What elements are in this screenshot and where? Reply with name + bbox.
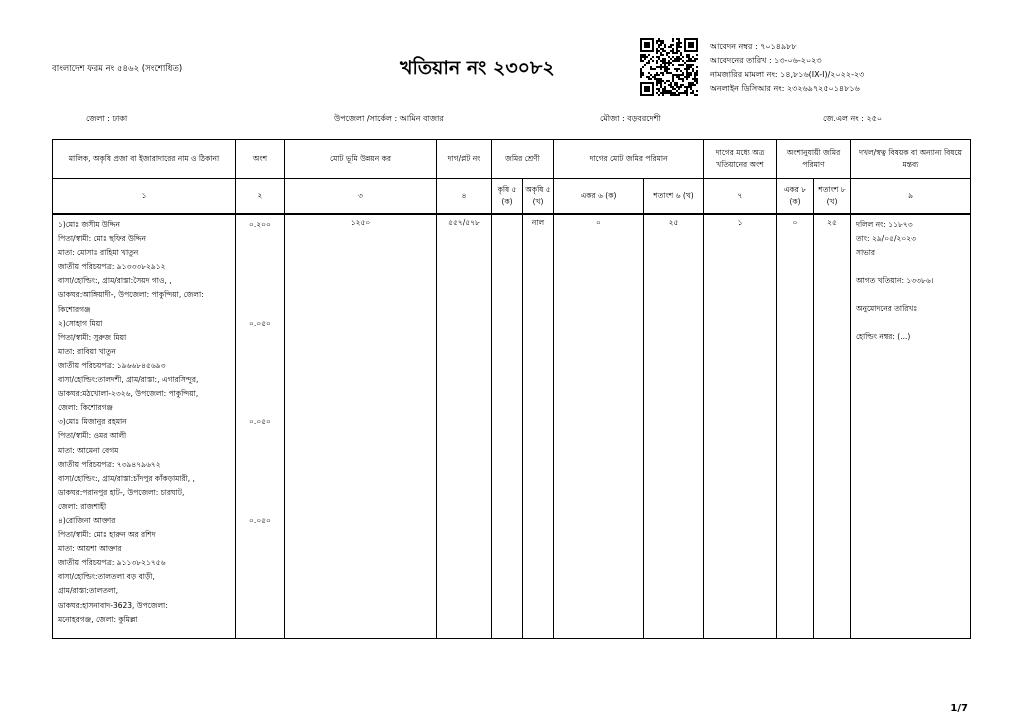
col-num-6a: একর ৬ (ক) bbox=[554, 179, 644, 215]
owner-entry bbox=[58, 415, 233, 514]
col-num-2: ২ bbox=[236, 179, 285, 215]
owner-line: জাতীয় পরিচয়পত্র: ৭৩৯৪৭৯৬৭২ bbox=[58, 459, 161, 469]
owner-line: পিতা/স্বামী: মোঃ হারুন অর রশিদ bbox=[58, 530, 156, 540]
owner-line: বাসা/হোল্ডিং:তালতলা বড় বাড়ী, bbox=[58, 572, 155, 582]
portion-cell: ১ bbox=[704, 214, 777, 639]
page-number: 1/7 bbox=[950, 703, 968, 714]
owners-list bbox=[58, 218, 233, 627]
remarks-list bbox=[856, 218, 968, 344]
owner-line: বাসা/হোল্ডিং:, গ্রাম/রাস্তা:সৈয়দ গাও, , bbox=[58, 276, 172, 286]
owner-line: ৩)মোঃ মিজানুর রহমান bbox=[58, 417, 127, 427]
owner-line: পিতা/স্বামী: সুরুজ মিয়া bbox=[58, 332, 127, 342]
header-dag: দাগ/প্লট নং bbox=[437, 140, 492, 179]
col-num-5a: কৃষি ৫ (ক) bbox=[492, 179, 523, 215]
owner-line: কিশোরগঞ্জ bbox=[58, 304, 91, 314]
owner-entry bbox=[58, 514, 233, 627]
col-num-8b: শতাংশ ৮ (খ) bbox=[814, 179, 851, 215]
mouza: মৌজা : বড়বরদেশী bbox=[600, 114, 661, 123]
col-num-5b: অকৃষি ৫ (খ) bbox=[523, 179, 554, 215]
share-acre-cell: ০ bbox=[777, 214, 814, 639]
col-num-9: ৯ bbox=[851, 179, 971, 215]
remark-line: অনুমোদনের তারিখঃ bbox=[856, 304, 918, 313]
owner-line: মাতা: আয়শা আক্তার bbox=[58, 544, 122, 554]
header-land-class: জমির শ্রেণী bbox=[492, 140, 554, 179]
remark-line bbox=[856, 288, 968, 302]
owner-share: ০.০৫০ bbox=[249, 417, 271, 427]
remarks-cell bbox=[851, 214, 971, 639]
owner-line: জাতীয় পরিচয়পত্র: ৯১১৩৮২১৭৫৬ bbox=[58, 558, 166, 568]
application-info bbox=[710, 40, 864, 96]
header-remarks: দখল/স্বত্ব বিষয়ক বা অন্যান্য বিষয়ে মন্তব্য bbox=[851, 140, 971, 179]
owner-line: গ্রাম/রাস্তা:তালতলা, bbox=[58, 586, 119, 596]
owner-line: ২)সোহাগ মিয়া bbox=[58, 318, 103, 328]
owner-share: ০.০৫০ bbox=[249, 516, 271, 526]
owner-share: ০.০৫০ bbox=[249, 318, 271, 328]
application-number: আবেদন নম্বর : ৭০১৪৯৮৮ bbox=[710, 42, 797, 51]
column-number-row bbox=[53, 179, 971, 215]
owner-line: জাতীয় পরিচয়পত্র: ১৯৬৬৮৪৫৬৯৩ bbox=[58, 360, 166, 370]
upazila: উপজেলা /সার্কেল : আমিন বাজার bbox=[334, 114, 444, 123]
online-dcr: অনলাইন ডিসিআর নং: ২৩২৬৯৭২৫০১৪৮১৬ bbox=[710, 84, 860, 93]
col-num-8a: একর ৮ (ক) bbox=[777, 179, 814, 215]
header-portion: দাগের মধ্যে অত্র খতিয়ানের অংশ bbox=[704, 140, 777, 179]
mutation-case: নামজারির মামলা নং: ১৪,৮১৬(IX-I)/২০২২-২৩ bbox=[710, 70, 865, 79]
form-number: বাংলাদেশ ফরম নং ৫৪৬২ (সংশোধিত) bbox=[52, 64, 183, 74]
remark-line: সাভার bbox=[856, 248, 876, 257]
qr-code-icon bbox=[640, 38, 698, 96]
owner-line: পিতা/স্বামী: মোঃ ছফির উদ্দিন bbox=[58, 234, 146, 244]
header-share-area: অংশানুযায়ী জমির পরিমাণ bbox=[777, 140, 851, 179]
remark-line: হোল্ডিং নম্বর: (...) bbox=[856, 332, 911, 341]
owner-line: ডাকঘর:আঙ্গিয়াদী-, উপজেলা: পাকুন্দিয়া, জেলা: bbox=[58, 290, 204, 300]
header-row bbox=[53, 140, 971, 179]
owner-line: ডাকঘর:মঠখোলা-২৩২৬, উপজেলা: পাকুন্দিয়া, bbox=[58, 389, 199, 399]
jl-number: জে.এল নং : ২৫০ bbox=[823, 114, 883, 123]
tax-cell: ১২৫০ bbox=[285, 214, 437, 639]
owner-entry bbox=[58, 218, 233, 317]
decimal-cell: ২৫ bbox=[644, 214, 704, 639]
owner-line: জেলা: রাজশাহী bbox=[58, 501, 107, 511]
shares-list bbox=[238, 218, 282, 627]
owner-line: ১)মোঃ জসীম উদ্দিন bbox=[58, 220, 120, 229]
agri-cell bbox=[492, 214, 523, 639]
district: জেলা : ঢাকা bbox=[86, 114, 128, 123]
khatian-title: খতিয়ান নং ২৩০৮২ bbox=[400, 57, 555, 79]
owner-line: পিতা/স্বামী: ওমর আলী bbox=[58, 431, 127, 441]
owner-line: মনোহরগঞ্জ, জেলা: কুমিল্লা bbox=[58, 614, 138, 624]
table-row bbox=[53, 214, 971, 639]
col-num-3: ৩ bbox=[285, 179, 437, 215]
application-date: আবেদনের তারিখ : ১৩-০৬-২০২৩ bbox=[710, 56, 822, 65]
header-owner: মালিক, অকৃষি প্রজা বা ইজারাদারের নাম ও ঠিকানা bbox=[53, 140, 236, 179]
owner-line: মাতা: রাবিয়া খাতুন bbox=[58, 346, 116, 356]
owner-line: ডাকঘর:হাসনাবাদ-3623, উপজেলা: bbox=[58, 600, 168, 610]
dag-cell: ৫৫৭/৫৭৮ bbox=[437, 214, 492, 639]
owner-share: ০.২০০ bbox=[249, 220, 271, 229]
remark-line: আগত খতিয়ান: ১৩৩৮৬। bbox=[856, 276, 934, 285]
header-share: অংশ bbox=[236, 140, 285, 179]
owner-line: বাসা/হোল্ডিং:, গ্রাম/রাস্তা:চাঁদপুর কাঁকড়ামারী, , bbox=[58, 473, 195, 483]
shares-cell bbox=[236, 214, 285, 639]
owner-line: ডাকঘর:পরানপুর হাট-, উপজেলা: চারঘাট, bbox=[58, 487, 185, 497]
header-area: দাগের মোট জমির পরিমান bbox=[554, 140, 704, 179]
share-decimal-cell: ২৫ bbox=[814, 214, 851, 639]
owner-line: জেলা: কিশোরগঞ্জ bbox=[58, 403, 113, 413]
owner-line: জাতীয় পরিচয়পত্র: ৯১৩৩৩৮২৯১২ bbox=[58, 262, 166, 272]
owner-line: বাসা/হোল্ডিং:তালদশী, গ্রাম/রাস্তা:, এগারসিন্দুর, bbox=[58, 375, 199, 385]
col-num-7: ৭ bbox=[704, 179, 777, 215]
nonagri-cell: নাল bbox=[523, 214, 554, 639]
remark-line bbox=[856, 260, 968, 274]
khatian-table bbox=[52, 139, 971, 639]
owners-cell bbox=[53, 214, 236, 639]
remark-line bbox=[856, 316, 968, 330]
owner-entry bbox=[58, 317, 233, 416]
owner-line: মাতা: আমেনা বেগম bbox=[58, 445, 119, 455]
col-num-4: ৪ bbox=[437, 179, 492, 215]
owner-line: মাতা: মোসাঃ রাহিমা খাতুন bbox=[58, 248, 139, 258]
remark-line: তাং: ২৯/০৫/২০২৩ bbox=[856, 234, 916, 243]
owner-line: ৪)রোজিনা আক্তার bbox=[58, 515, 116, 525]
acre-cell: ০ bbox=[554, 214, 644, 639]
header-tax: মোট ভূমি উন্নয়ন কর bbox=[285, 140, 437, 179]
remark-line: দলিল নং: ১১৮৭৩ bbox=[856, 220, 913, 229]
col-num-1: ১ bbox=[53, 179, 236, 215]
col-num-6b: শতাংশ ৬ (খ) bbox=[644, 179, 704, 215]
